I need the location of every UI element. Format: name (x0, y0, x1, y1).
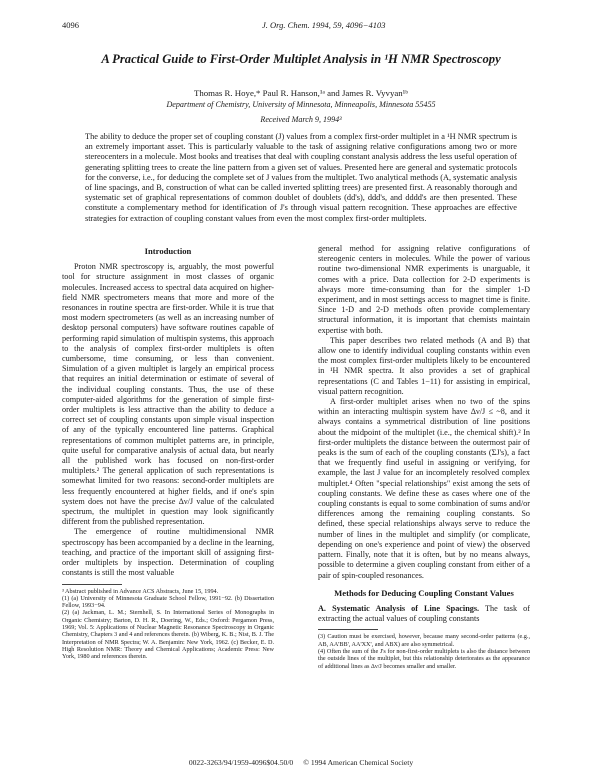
article-code: 0022-3263/94/1959-4096$04.50/0 (188, 758, 294, 767)
footnote-abstract: ³ Abstract published in Advance ACS Abstracts, June 15, 1994. (62, 587, 219, 595)
body-paragraph-3: A first-order multiplet arises when no two of the spins within an interacting multispin system have Δν/J ≤ ~8, and it always contains a symmetrical distribution of line positions about the midpoint of the multiplet (i.e., the chemical shift).² In first-order multiplets the distance between the outermost pair of peaks is the sum of each of the coupling constants (ΣJ's), a fact that we frequently find useful in assigning or verifying, for example, the last J value for an incompletely resolved complex multiplet.⁴ Often "special relationships" exist among the sets of coupling constants. We define these as cases where one of the coupling constants is equal to some combination of sums and/or differences among the remaining coupling constants. So defined, these special relationships always serve to reduce the number of lines in the multiplet and simplify (or complicate, depending on one's experience and point of view) the observed pattern. Finally, note that it is often, but by no means always, possible to determine a given coupling constant from either of a pair of spin-coupled resonances. (318, 397, 530, 580)
subsection-a (318, 604, 530, 624)
subsection-a-heading: A. Systematic Analysis of Line Spacings. (318, 603, 480, 613)
abstract: The ability to deduce the proper set of coupling constant (J) values from a complex first-order multiplet in a ¹H NMR spectrum is an extremely important asset. This is particularly valuable to the task of assigning relative configurations among two or more stereocenters in a molecule. Most books and treatises that deal with coupling constant analysis address the less useful operation of generating splitting trees to create the line pattern from a given set of values. Presented here are general and systematic protocols for the converse, i.e., for deducing the complete set of J values from the multiplet. Two analytical methods (A, systematic analysis of line spacings, and B, construction of what can be called inverted splitting trees) are presented first. A reasonably thorough and systematic set of graphical representations of common doublet of doublets (dd's), ddd's, and dddd's are then presented. These constitute a complementary method for identification of J's through visual pattern recognition. These approaches are effective strategies for extraction of coupling constant values from even the most complex first-order multiplets. (85, 132, 517, 223)
section-heading-methods: Methods for Deducing Coupling Constant Values (334, 587, 514, 598)
body-paragraph-2: This paper describes two related methods (A and B) that allow one to identify individual coupling constants within even the most complex first-order multiplets likely to be encountered in ¹H NMR spectra. It also provides a set of graphical representations (C and Tables 1−11) for assisting in empirical, visual pattern recognition. (318, 335, 530, 396)
journal-citation: J. Org. Chem. 1994, 59, 4096−4103 (262, 20, 386, 30)
footnote-rule (318, 629, 378, 630)
right-column (318, 244, 530, 670)
article-title: A Practical Guide to First-Order Multiplet Analysis in ¹H NMR Spectroscopy (101, 52, 501, 66)
footnote-rule (62, 584, 122, 585)
copyright-notice: © 1994 American Chemical Society (303, 758, 414, 767)
footnote-2: (2) (a) Jackman, L. M.; Sternhell, S. In International Series of Monographs in Organic Chemistry; Barton, D. H. R., Doering, W., Eds.; Oxford: Pergamon Press, 1969; Vol. 5: Applications of Nuclear Magnetic Resonance Spectroscopy in Organic Chemistry, Chapters 3 and 4 and references therein. (b) Wiberg, K. B.; Nist, B. J. The Interpretation of NMR Spectra; W. A. Benjamin: New York, 1962. (c) Becker, E. D. High Resolution NMR: Theory and Chemical Applications; Academic Press: New York, 1980 and references therein. (62, 609, 274, 661)
left-column (62, 246, 274, 660)
body-paragraph-1: general method for assigning relative configurations of stereogenic centers in molecules. While the power of various routine two-dimensional NMR experiments is unarguable, it comes with a price. Data collection for 2-D experiments is always more time-consuming than for the simpler 1-D experiment, and in most settings access to magnet time is finite. Since 1-D and 2-D methods often provide complementary structural information, it is important that chemists maintain expertise with both. (318, 244, 530, 335)
page-footer (62, 758, 540, 767)
intro-paragraph-1: Proton NMR spectroscopy is, arguably, the most powerful tool for structure assignment in most classes of organic molecules. Increased access to spectral data acquired on higher-field NMR spectrometers means that more and more of the resonances in routine spectra are first-order. While it is true that most modern spectrometers (as well as an increasing number of desktop personal computers) have software routines capable of performing rapid simulation of multispin systems, this approach to the analysis of complex first-order multiplets is often cumbersome, time consuming, or less than convenient. Simulation of a given multiplet is largely an empirical process that requires an initial determination or estimate of several of the individual coupling constants. Thus, the use of these computer-aided algorithms for the generation of simple first-order multiplets is less attractive than the ability to deduce a correct set of coupling constants upon simple visual inspection of any of the typically encountered line patterns. Graphical representations of common multiplet patterns are, in principle, quite useful for comparative analysis of actual data, but nearly all the published work has focused on non-first-order multiplets.² The general application of such representations is somewhat limited for two reasons: second-order multiplets are less frequently encountered at higher fields, and if one's spin system does not have the precise Δν/J value of the calculated spectrum, the multiplet in question may look significantly different from the published representation. (62, 262, 274, 527)
author-list: Thomas R. Hoye,* Paul R. Hanson,¹ᵃ and James R. Vyvyan¹ᵇ (193, 88, 409, 98)
affiliation: Department of Chemistry, University of Minnesota, Minneapolis, Minnesota 55455 (166, 100, 436, 109)
received-date: Received March 9, 1994³ (260, 115, 342, 124)
footnote-1: (1) (a) University of Minnesota Graduate School Fellow, 1991−92. (b) Dissertation Fellow, 1993−94. (62, 594, 274, 610)
section-heading-introduction: Introduction (144, 246, 192, 256)
page-number: 4096 (62, 20, 79, 30)
footnote-3: (3) Caution must be exercised, however, because many second-order patterns (e.g., AB, AA'BB', AA'XX', and ABX) are also symmetrical. (318, 633, 530, 648)
intro-paragraph-2: The emergence of routine multidimensional NMR spectroscopy has been accompanied by a decline in the learning, teaching, and practice of the important skill of assigning first-order multiplets by inspection. Determination of coupling constants is still the most valuable (62, 527, 274, 578)
footnote-4: (4) Often the sum of the J's for non-first-order multiplets is also the distance between the outside lines of the multiplet, but this relationship deteriorates as the appearance of additional lines as Δν/J becomes smaller and smaller. (318, 647, 530, 670)
subsection-a-text: The task of extracting the actual values of coupling constants (318, 603, 530, 624)
